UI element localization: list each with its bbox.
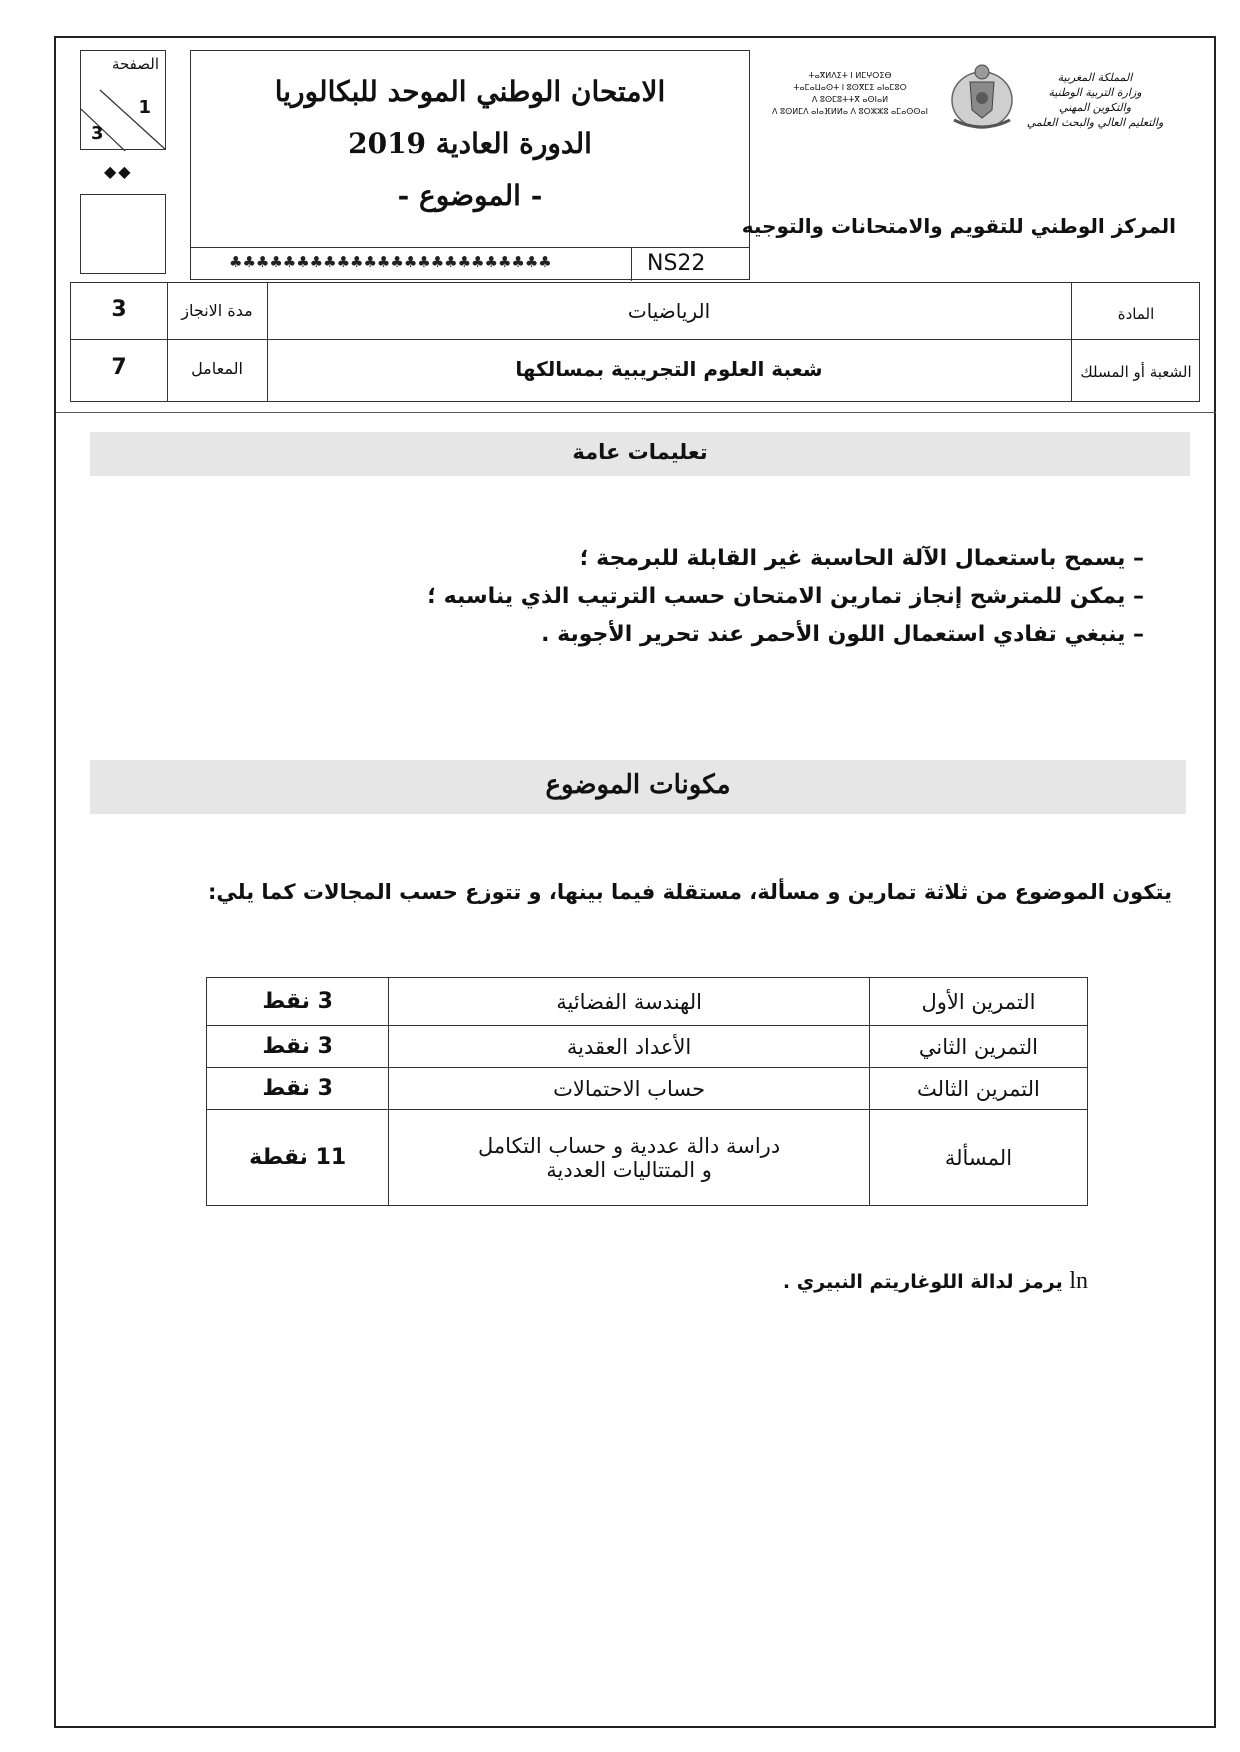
tifinagh-line-2: ⵜⴰⵎⴰⵡⴰⵙⵜ ⵏ ⵓⵙⴳⵎⵉ ⴰⵏⴰⵎⵓⵔ xyxy=(793,83,907,92)
ln-note-text: يرمز لدالة اللوغاريتم النبيري . xyxy=(782,1271,1063,1293)
subject-label: المادة xyxy=(1117,305,1155,323)
points-cell: 3 نقط xyxy=(207,1068,389,1110)
exam-title: الامتحان الوطني الموحد للبكالوريا xyxy=(274,75,666,108)
session-title: الدورة العادية 2019 xyxy=(348,127,592,160)
domain-cell: حساب الاحتمالات xyxy=(389,1068,870,1110)
tifinagh-line-1: ⵜⴰⴳⵍⴷⵉⵜ ⵏ ⵍⵎⵖⵔⵉⴱ xyxy=(808,71,892,80)
table-row xyxy=(207,1026,1088,1068)
exam-code: NS22 xyxy=(647,251,706,276)
page-marks: ◆◆ xyxy=(104,162,133,181)
branch-label: الشعبة أو المسلك xyxy=(1080,363,1192,381)
info-row-divider xyxy=(71,339,1199,340)
tifinagh-line-3: ⴷ ⵓⵙⵎⵓⵜⵜⴳ ⴰⵙⵏⴰⵍ xyxy=(811,95,889,104)
page-current: 1 xyxy=(138,97,151,118)
info-table xyxy=(70,282,1200,402)
duration-value: 3 xyxy=(111,297,127,322)
page-total: 3 xyxy=(91,123,104,144)
points-cell: 3 نقط xyxy=(207,978,389,1026)
instructions-heading: تعليمات عامة xyxy=(572,440,708,464)
info-col-divider-3 xyxy=(1071,283,1072,401)
components-intro: يتكون الموضوع من ثلاثة تمارين و مسألة، مستقلة فيما بينها، و تتوزع حسب المجالات كما يلي: xyxy=(208,880,1172,904)
points-cell: 11 نقطة xyxy=(207,1110,389,1206)
components-banner xyxy=(90,760,1186,814)
ln-symbol: ln xyxy=(1069,1268,1088,1294)
title-code-divider xyxy=(631,247,632,281)
instruction-item: – ينبغي تفادي استعمال اللون الأحمر عند تحرير الأجوبة . xyxy=(541,622,1144,647)
components-heading: مكونات الموضوع xyxy=(545,770,731,800)
ministry-line-4: والتعليم العالي والبحث العلمي xyxy=(1026,116,1164,129)
points-cell: 3 نقط xyxy=(207,1026,389,1068)
ln-note xyxy=(783,1268,1088,1295)
domain-cell: الأعداد العقدية xyxy=(389,1026,870,1068)
ministry-line-3: والتكوين المهني xyxy=(1058,101,1132,114)
coat-of-arms-emblem xyxy=(948,60,1016,132)
ministry-line-1: المملكة المغربية xyxy=(1057,71,1133,84)
ministry-line-2: وزارة التربية الوطنية xyxy=(1048,86,1142,99)
table-row xyxy=(207,1068,1088,1110)
domain-cell xyxy=(389,1110,870,1206)
national-center: المركز الوطني للتقويم والامتحانات والتوجيه xyxy=(741,214,1176,238)
components-table xyxy=(206,977,1088,1206)
exercise-cell: التمرين الأول xyxy=(869,978,1087,1026)
coef-label: المعامل xyxy=(191,359,243,378)
instruction-item: – يسمح باستعمال الآلة الحاسبة غير القابلة للبرمجة ؛ xyxy=(579,546,1144,571)
blank-box xyxy=(80,194,166,274)
subject-heading: - الموضوع - xyxy=(397,179,543,212)
exercise-cell: المسألة xyxy=(869,1110,1087,1206)
title-box xyxy=(190,50,750,280)
domain-line-2: و المتتاليات العددية xyxy=(546,1157,712,1182)
title-divider xyxy=(191,247,749,248)
header-separator xyxy=(56,412,1216,413)
page-box-slash xyxy=(80,50,166,150)
page-label: الصفحة xyxy=(111,55,159,73)
duration-label: مدة الانجاز xyxy=(181,301,253,320)
domain-line-1: دراسة دالة عددية و حساب التكامل xyxy=(478,1133,781,1158)
table-row xyxy=(207,1110,1088,1206)
branch-value: شعبة العلوم التجريبية بمسالكها xyxy=(515,357,823,381)
exercise-cell: التمرين الثاني xyxy=(869,1026,1087,1068)
exercise-cell: التمرين الثالث xyxy=(869,1068,1087,1110)
instruction-item: – يمكن للمترشح إنجاز تمارين الامتحان حسب الترتيب الذي يناسبه ؛ xyxy=(427,584,1144,609)
instructions-list xyxy=(244,540,1144,654)
title-stars: ♣♣♣♣♣♣♣♣♣♣♣♣♣♣♣♣♣♣♣♣♣♣♣♣ xyxy=(229,253,552,271)
tifinagh-block xyxy=(770,70,930,118)
ministry-block xyxy=(1010,70,1180,130)
subject-value: الرياضيات xyxy=(627,299,711,323)
domain-cell: الهندسة الفضائية xyxy=(389,978,870,1026)
tifinagh-line-4: ⴷ ⵓⵙⵍⵎⴷ ⴰⵏⴰⴼⵍⵍⴰ ⴷ ⵓⵔⵣⵣⵓ ⴰⵎⴰⵙⵙⴰⵏ xyxy=(772,107,928,116)
table-row xyxy=(207,978,1088,1026)
instructions-banner xyxy=(90,432,1190,476)
coef-value: 7 xyxy=(111,355,127,380)
